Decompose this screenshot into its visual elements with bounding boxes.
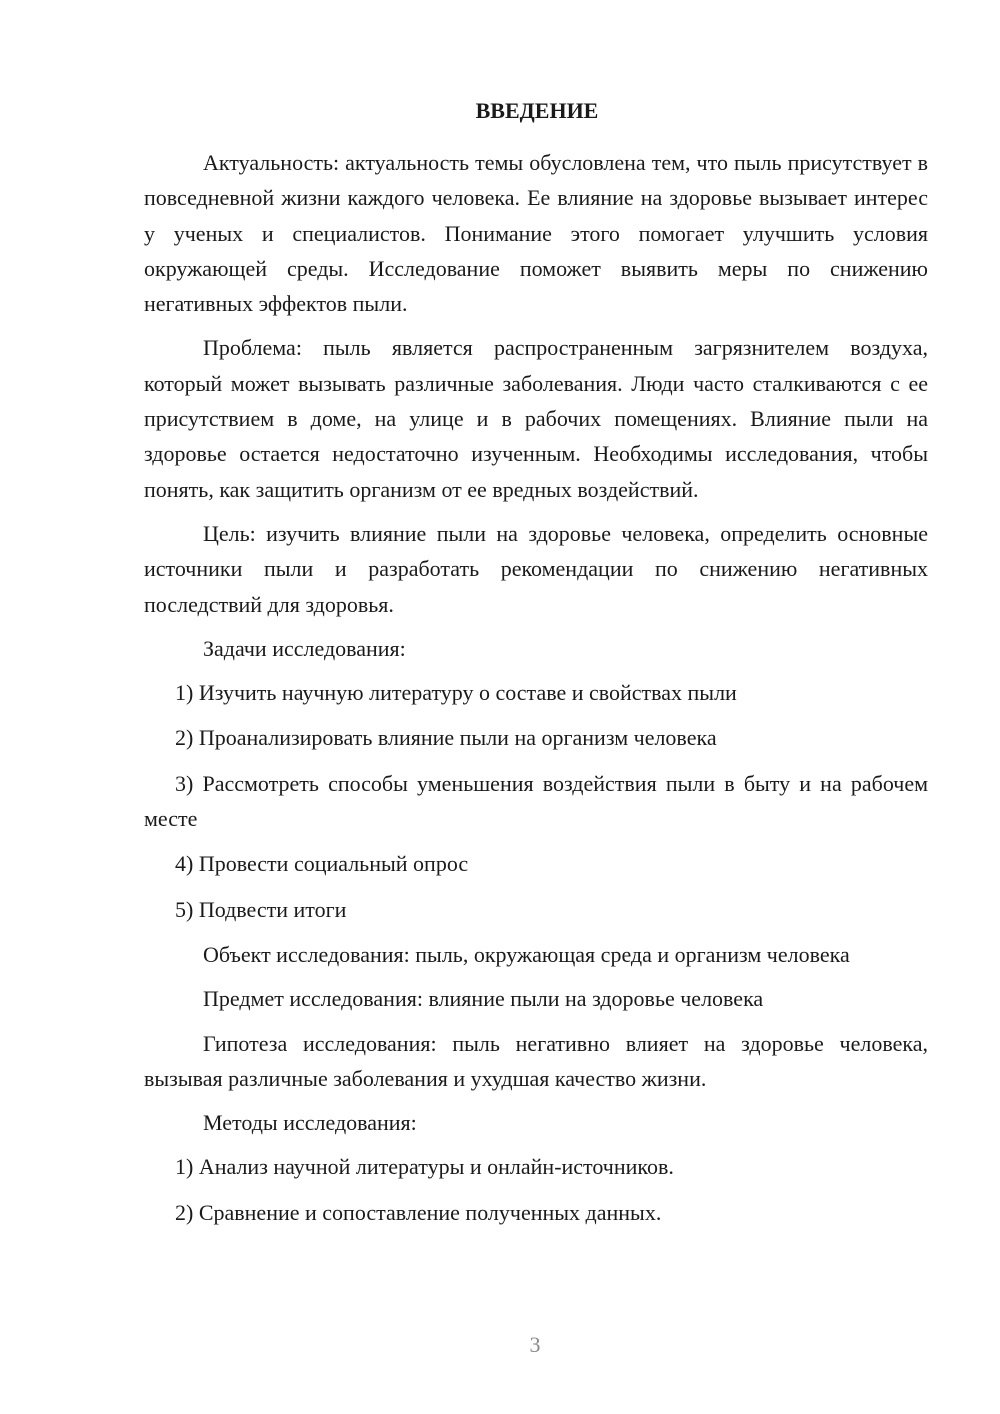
methods-heading: Методы исследования: [203, 1110, 417, 1136]
page-content [144, 93, 928, 1240]
page-number: 3 [529, 1332, 541, 1357]
paragraph-relevance: Актуальность: актуальность темы обусловлена тем, что пыль присутствует в повседневной жизни каждого человека. Ее влияние на здоровье вызывает интерес у ученых и специалистов. Понимание этого помогает улучшить условия окружающей среды. Исследование поможет выявить меры по снижению негативных эффектов пыли. [144, 150, 928, 317]
paragraph-problem: Проблема: пыль является распространенным загрязнителем воздуха, который может вызывать различные заболевания. Люди часто сталкиваются с ее присутствием в доме, на улице и в рабочих помещениях. Влияние пыли на здоровье остается недостаточно изученным. Необходимы исследования, чтобы понять, как защитить организм от ее вредных воздействий. [144, 335, 928, 502]
task-item-2: 2) Проанализировать влияние пыли на организм человека [175, 725, 717, 751]
page-title: ВВЕДЕНИЕ [475, 98, 599, 123]
paragraph-object: Объект исследования: пыль, окружающая среда и организм человека [203, 941, 850, 967]
method-item-2: 2) Сравнение и сопоставление полученных данных. [175, 1199, 662, 1225]
task-item-4: 4) Провести социальный опрос [175, 851, 469, 877]
task-item-1: 1) Изучить научную литературу о составе и свойствах пыли [175, 680, 737, 706]
paragraph-hypothesis: Гипотеза исследования: пыль негативно влияет на здоровье человека, вызывая различные заболевания и ухудшая качество жизни. [144, 1030, 928, 1091]
task-item-5: 5) Подвести итоги [175, 896, 347, 922]
paragraph-goal: Цель: изучить влияние пыли на здоровье человека, определить основные источники пыли и разработать рекомендации по снижению негативных последствий для здоровья. [144, 520, 928, 617]
paragraph-subject: Предмет исследования: влияние пыли на здоровье человека [203, 986, 764, 1012]
task-item-3: 3) Рассмотреть способы уменьшения воздействия пыли в быту и на рабочем месте [144, 770, 928, 832]
method-item-1: 1) Анализ научной литературы и онлайн-источников. [175, 1154, 674, 1180]
tasks-heading: Задачи исследования: [203, 635, 406, 661]
